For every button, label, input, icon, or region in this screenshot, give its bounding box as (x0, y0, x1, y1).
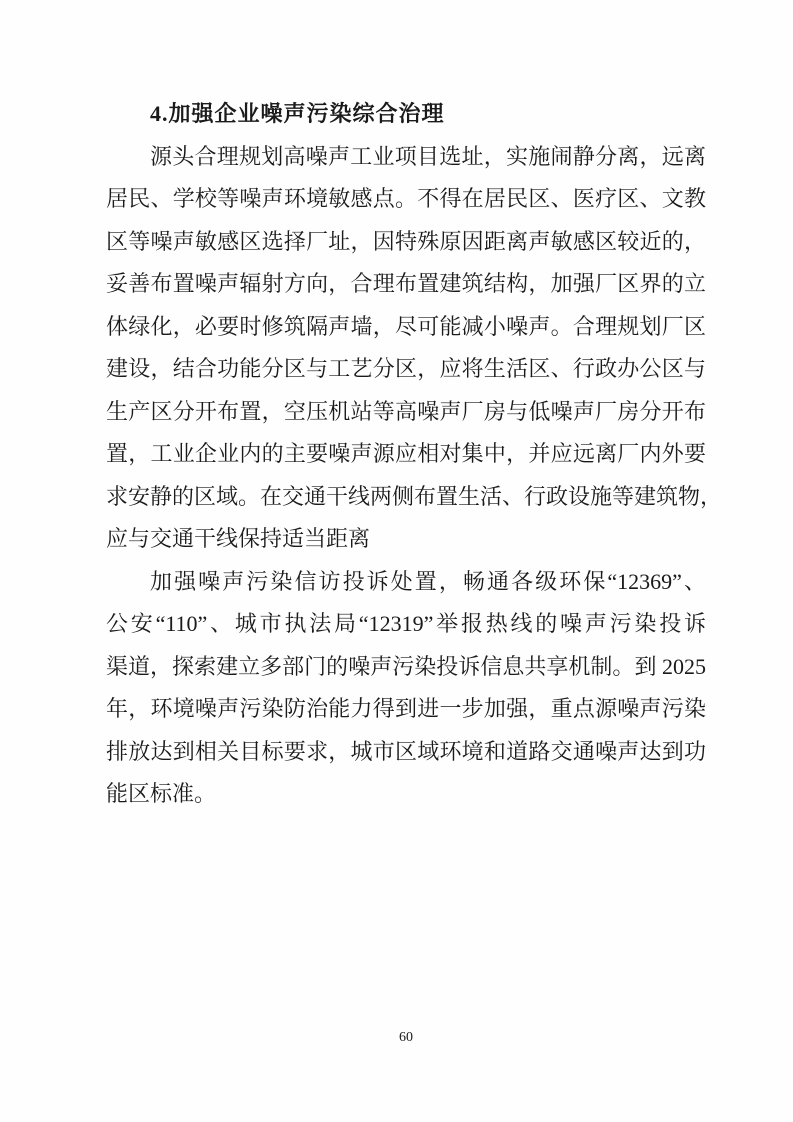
text-line: 生产区分开布置，空压机站等高噪声厂房与低噪声厂房分开布 (106, 398, 706, 424)
text-line: 妥善布置噪声辐射方向，合理布置建筑结构，加强厂区界的立 (106, 271, 706, 296)
text-line: 置，工业企业内的主要噪声源应相对集中，并应远离厂内外要 (106, 441, 706, 466)
text-line: 应与交通干线保持适当距离 (106, 526, 371, 551)
text-line: 区等噪声敏感区选择厂址，因特殊原因距离声敏感区较近的， (106, 228, 706, 254)
text-line: 建设，结合功能分区与工艺分区，应将生活区、行政办公区与 (106, 356, 706, 381)
paragraph (106, 136, 723, 561)
text-line: 年，环境噪声污染防治能力得到进一步加强，重点源噪声污染 (106, 696, 706, 721)
section-heading: 4.加强企业噪声污染综合治理 (150, 101, 445, 126)
text-line: 渠道，探索建立多部门的噪声污染投诉信息共享机制。到 2025 (106, 653, 706, 679)
paragraph (106, 561, 706, 816)
text-line: 能区标准。 (106, 781, 217, 806)
text-line: 居民、学校等噪声环境敏感点。不得在居民区、医疗区、文教 (106, 186, 706, 211)
text-line: 源头合理规划高噪声工业项目选址，实施闹静分离，远离 (150, 143, 706, 169)
document-body (106, 93, 723, 816)
text-line: 排放达到相关目标要求，城市区域环境和道路交通噪声达到功 (106, 738, 706, 764)
text-line: 求安静的区域。在交通干线两侧布置生活、行政设施等建筑物， (106, 483, 723, 509)
page-number: 60 (399, 1030, 413, 1045)
text-line: 加强噪声污染信访投诉处置，畅通各级环保“12369”、 (150, 568, 706, 594)
text-line: 体绿化，必要时修筑隔声墙，尽可能减小噪声。合理规划厂区 (106, 313, 706, 339)
text-line: 公安“110”、城市执法局“12319”举报热线的噪声污染投诉 (106, 611, 706, 636)
